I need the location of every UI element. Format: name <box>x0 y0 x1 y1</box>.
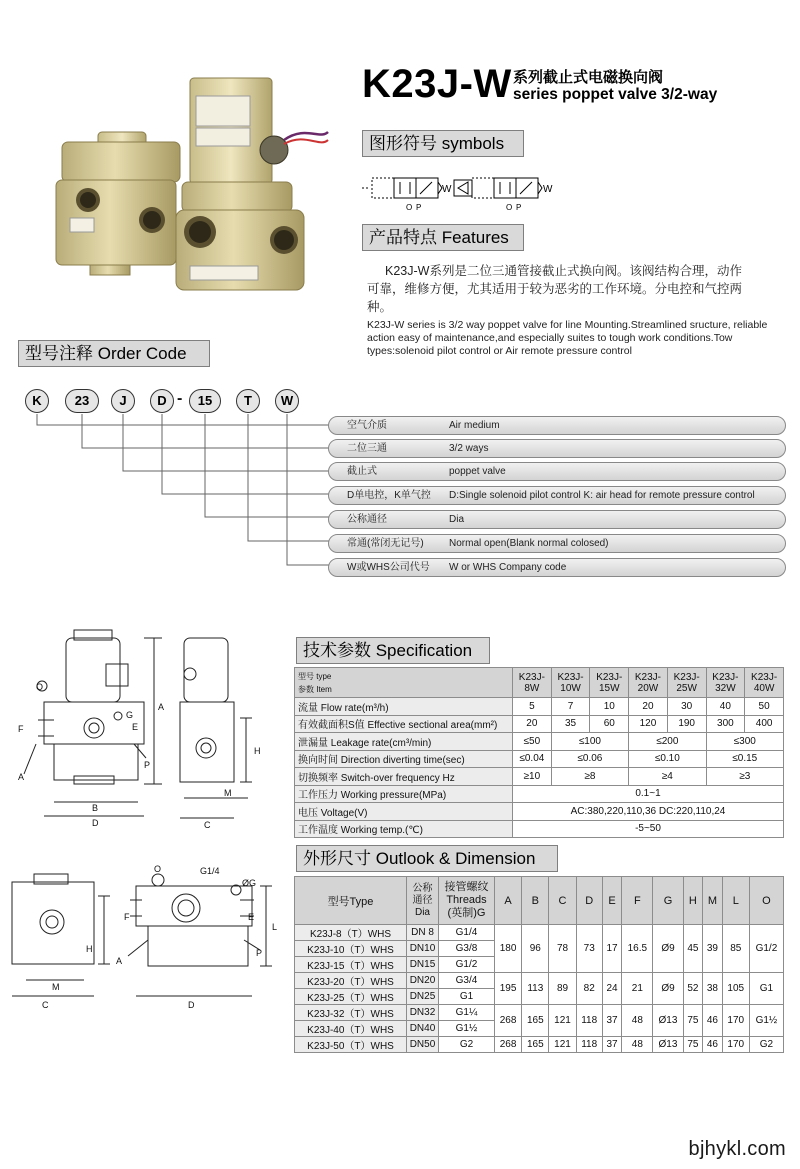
spec-header-corner <box>295 668 513 698</box>
dim-header-c: C <box>549 877 576 925</box>
drawing1-label-o: O <box>36 682 44 692</box>
spec-area-label: 有效截面积S值 Effective sectional area(mm²) <box>295 715 513 733</box>
dim-type: K23J-10（T）WHS <box>295 941 407 957</box>
dim-header-b: B <box>522 877 549 925</box>
order-code-dash: - <box>177 390 183 407</box>
dim-dia: DN 8 <box>407 925 439 941</box>
dim-value: 48 <box>622 1037 653 1053</box>
dim-dia: DN15 <box>407 957 439 973</box>
drawing1-label-p: P <box>144 760 151 770</box>
dim-header-threads: 接管螺纹 Threads (英制)G <box>439 877 495 925</box>
drawing1-label-e: E <box>132 722 139 732</box>
drawing2-label-m: M <box>52 982 60 992</box>
drawing2-label-e: E <box>248 912 255 922</box>
dim-header-g: G <box>653 877 683 925</box>
dim-type: K23J-32（T）WHS <box>295 1005 407 1021</box>
dim-thread: G3/8 <box>439 941 495 957</box>
specification-table <box>294 667 784 838</box>
dim-header-row <box>295 877 784 925</box>
dim-value: 165 <box>522 1005 549 1037</box>
dim-value: 78 <box>549 925 576 973</box>
dim-header-d: D <box>576 877 602 925</box>
drawing2-label-d: D <box>188 1000 195 1010</box>
spec-cell: ≤0.06 <box>551 750 628 768</box>
drawing2-label-h: H <box>86 944 93 954</box>
order-code-row-1 <box>328 416 786 435</box>
spec-cell: 50 <box>745 698 784 716</box>
dim-value: 37 <box>602 1037 622 1053</box>
spec-cell: 10 <box>590 698 629 716</box>
dim-header-h: H <box>683 877 703 925</box>
dim-value: 39 <box>703 925 723 973</box>
dim-value: 46 <box>703 1005 723 1037</box>
dim-header-m: M <box>703 877 723 925</box>
section-heading-order-code: 型号注释 Order Code <box>18 340 210 367</box>
order-code-row-6-cn: 常通(常闭无记号) <box>347 538 424 549</box>
spec-freq-label: 切换频率 Switch-over frequency Hz <box>295 768 513 786</box>
dim-thread: G1½ <box>439 1021 495 1037</box>
drawing2-label-f: F <box>124 912 130 922</box>
spec-cell: 7 <box>551 698 590 716</box>
product-photo <box>40 70 330 300</box>
spec-cell: 5 <box>513 698 552 716</box>
spec-cell: ≤50 <box>513 733 552 751</box>
order-code-row-1-cn: 空气介质 <box>347 420 387 431</box>
order-code-row-3-en: poppet valve <box>449 466 506 477</box>
dim-header-o: O <box>749 877 783 925</box>
drawing1-label-b: B <box>92 803 99 813</box>
dim-value: 52 <box>683 973 703 1005</box>
dim-value: 75 <box>683 1005 703 1037</box>
spec-model-25w: K23J- 25W <box>667 668 706 698</box>
symbol1-port-o: O <box>406 203 413 212</box>
dim-value: Ø9 <box>653 973 683 1005</box>
spec-cell: ≥3 <box>706 768 783 786</box>
spec-cell: ≤200 <box>629 733 706 751</box>
drawing2-label-o: O <box>154 864 162 874</box>
spec-cell: 190 <box>667 715 706 733</box>
spec-model-15w: K23J- 15W <box>590 668 629 698</box>
symbol2-port-p: P <box>516 203 522 212</box>
spec-cell: 20 <box>629 698 668 716</box>
order-code-row-4-en: D:Single solenoid pilot control K: air head for remote pressure control <box>449 490 755 501</box>
order-code-part-15: 15 <box>189 389 221 413</box>
spec-model-10w: K23J- 10W <box>551 668 590 698</box>
order-code-row-4-cn: D单电控，K单气控 <box>347 490 431 501</box>
spec-leak-label: 泄漏量 Leakage rate(cm³/min) <box>295 733 513 751</box>
dim-value: 118 <box>576 1037 602 1053</box>
dim-header-f: F <box>622 877 653 925</box>
spec-row-voltage <box>295 803 784 821</box>
dim-value: 170 <box>722 1005 749 1037</box>
dim-value: 73 <box>576 925 602 973</box>
order-code-part-t: T <box>236 389 260 413</box>
spec-cell: 400 <box>745 715 784 733</box>
dim-type: K23J-8（T）WHS <box>295 925 407 941</box>
dim-value: 268 <box>495 1005 522 1037</box>
dim-thread: G3/4 <box>439 973 495 989</box>
drawing1-label-g: G <box>126 710 134 720</box>
dim-value: 85 <box>722 925 749 973</box>
spec-row-area <box>295 715 784 733</box>
drawing1-label-f: F <box>18 724 24 734</box>
spec-cell: 0.1~1 <box>513 785 784 803</box>
spec-cell: AC:380,220,110,36 DC:220,110,24 <box>513 803 784 821</box>
order-code-row-3 <box>328 462 786 481</box>
spec-model-20w: K23J- 20W <box>629 668 668 698</box>
dim-dia: DN32 <box>407 1005 439 1021</box>
order-code-row-5 <box>328 510 786 529</box>
spec-row-flow <box>295 698 784 716</box>
dim-value: 37 <box>602 1005 622 1037</box>
dim-value: 75 <box>683 1037 703 1053</box>
spec-cell: ≤0.10 <box>629 750 706 768</box>
dim-header-e: E <box>602 877 622 925</box>
drawing1-label-c: C <box>204 820 211 830</box>
dim-value: Ø13 <box>653 1037 683 1053</box>
dim-value: 24 <box>602 973 622 1005</box>
dimension-table <box>294 876 784 1053</box>
dim-type: K23J-15（T）WHS <box>295 957 407 973</box>
order-code-row-7 <box>328 558 786 577</box>
dim-value: G1 <box>749 973 783 1005</box>
spec-type-label: 型号 type <box>298 671 332 681</box>
dim-row <box>295 1005 784 1021</box>
product-model-title: K23J-W <box>362 62 512 106</box>
order-code-row-7-cn: W或WHS公司代号 <box>347 562 430 573</box>
symbol1-port-p: P <box>416 203 422 212</box>
order-code-row-6 <box>328 534 786 553</box>
dim-header-a: A <box>495 877 522 925</box>
valve-symbols-diagram <box>362 170 562 216</box>
dim-value: 45 <box>683 925 703 973</box>
dim-type: K23J-20（T）WHS <box>295 973 407 989</box>
dim-type: K23J-40（T）WHS <box>295 1021 407 1037</box>
order-code-row-2-cn: 二位三通 <box>347 443 387 454</box>
spec-header-row <box>295 668 784 698</box>
dim-dia: DN10 <box>407 941 439 957</box>
spec-cell: 20 <box>513 715 552 733</box>
dim-value: Ø9 <box>653 925 683 973</box>
features-text-cn: K23J-W系列是二位三通管接截止式换向阀。该阀结构合理，动作可靠，维修方便，尤其适用于较为恶劣的工作环境。分电控和气控两种。 <box>367 264 743 314</box>
spec-row-temp <box>295 820 784 838</box>
section-heading-symbols: 图形符号 symbols <box>362 130 524 157</box>
site-watermark: bjhykl.com <box>688 1138 786 1160</box>
symbol1-port-w: W <box>442 184 452 195</box>
drawing2-label-c: C <box>42 1000 49 1010</box>
dim-value: 82 <box>576 973 602 1005</box>
dim-value: 89 <box>549 973 576 1005</box>
dim-thread: G1/4 <box>439 925 495 941</box>
spec-item-label: 参数 Item <box>298 684 332 694</box>
product-series-title-cn: 系列截止式电磁换向阀 <box>513 69 664 86</box>
dim-row <box>295 1037 784 1053</box>
drawing2-label-l: L <box>272 922 278 932</box>
spec-cell: ≤300 <box>706 733 783 751</box>
spec-cell: ≥4 <box>629 768 706 786</box>
section-heading-features: 产品特点 Features <box>362 224 524 251</box>
spec-cell: ≤0.15 <box>706 750 783 768</box>
spec-row-time <box>295 750 784 768</box>
drawing1-label-a-port: A <box>18 772 25 782</box>
dim-value: 21 <box>622 973 653 1005</box>
dim-thread: G1¼ <box>439 1005 495 1021</box>
drawing1-label-m: M <box>224 788 232 798</box>
order-code-part-w: W <box>275 389 299 413</box>
spec-cell: 40 <box>706 698 745 716</box>
dim-value: 46 <box>703 1037 723 1053</box>
spec-press-label: 工作压力 Working pressure(MPa) <box>295 785 513 803</box>
spec-cell: 60 <box>590 715 629 733</box>
order-code-part-k: K <box>25 389 49 413</box>
dim-value: G1/2 <box>749 925 783 973</box>
dim-dia: DN20 <box>407 973 439 989</box>
dim-value: 118 <box>576 1005 602 1037</box>
technical-drawing-air-pilot <box>4 860 289 1030</box>
dim-value: Ø13 <box>653 1005 683 1037</box>
order-code-part-j: J <box>111 389 135 413</box>
spec-row-pressure <box>295 785 784 803</box>
dim-value: 121 <box>549 1037 576 1053</box>
drawing2-label-og: ØG <box>242 878 257 888</box>
dim-type: K23J-50（T）WHS <box>295 1037 407 1053</box>
drawing2-label-g14: G1/4 <box>200 866 220 876</box>
order-code-row-6-en: Normal open(Blank normal colosed) <box>449 538 609 549</box>
drawing1-label-h: H <box>254 746 261 756</box>
dim-value: 195 <box>495 973 522 1005</box>
dim-header-dia: 公称 通径 Dia <box>407 877 439 925</box>
spec-volt-label: 电压 Voltage(V) <box>295 803 513 821</box>
dim-thread: G2 <box>439 1037 495 1053</box>
features-text-en: K23J-W series is 3/2 way poppet valve for line Mounting.Streamlined sructure, reliable action easy of maintenance,and especially suites to tough work conditions.Tow types:solenoid pilot control or Air remote pressure control <box>367 319 768 357</box>
drawing2-label-a: A <box>116 956 123 966</box>
dim-value: 170 <box>722 1037 749 1053</box>
order-code-part-d: D <box>150 389 174 413</box>
spec-cell: ≥8 <box>551 768 628 786</box>
spec-row-leakage <box>295 733 784 751</box>
order-code-row-1-en: Air medium <box>449 420 500 431</box>
spec-time-label: 换向时间 Direction diverting time(sec) <box>295 750 513 768</box>
dim-dia: DN40 <box>407 1021 439 1037</box>
dim-value: 16.5 <box>622 925 653 973</box>
spec-cell: -5~50 <box>513 820 784 838</box>
dim-thread: G1/2 <box>439 957 495 973</box>
spec-model-40w: K23J- 40W <box>745 668 784 698</box>
section-heading-dimension: 外形尺寸 Outlook & Dimension <box>296 845 558 872</box>
dim-type: K23J-25（T）WHS <box>295 989 407 1005</box>
symbol2-port-o: O <box>506 203 513 212</box>
dim-value: 38 <box>703 973 723 1005</box>
order-code-part-23: 23 <box>65 389 99 413</box>
dim-value: 268 <box>495 1037 522 1053</box>
dim-value: 165 <box>522 1037 549 1053</box>
dim-value: G1½ <box>749 1005 783 1037</box>
dim-row <box>295 925 784 941</box>
dim-value: G2 <box>749 1037 783 1053</box>
order-code-row-7-en: W or WHS Company code <box>449 562 567 573</box>
spec-model-8w: K23J- 8W <box>513 668 552 698</box>
spec-row-frequency <box>295 768 784 786</box>
dim-header-l: L <box>722 877 749 925</box>
order-code-row-2-en: 3/2 ways <box>449 443 489 454</box>
dim-value: 17 <box>602 925 622 973</box>
symbol2-port-w: W <box>543 184 553 195</box>
product-series-title-en: series poppet valve 3/2-way <box>513 86 718 103</box>
dim-row <box>295 973 784 989</box>
dim-value: 113 <box>522 973 549 1005</box>
spec-cell: 120 <box>629 715 668 733</box>
drawing1-label-d: D <box>92 818 99 828</box>
spec-cell: ≥10 <box>513 768 552 786</box>
order-code-row-3-cn: 截止式 <box>347 466 377 477</box>
spec-model-32w: K23J- 32W <box>706 668 745 698</box>
dim-value: 180 <box>495 925 522 973</box>
order-code-row-4 <box>328 486 786 505</box>
drawing1-label-a: A <box>158 702 165 712</box>
dim-value: 121 <box>549 1005 576 1037</box>
dim-value: 48 <box>622 1005 653 1037</box>
dim-value: 96 <box>522 925 549 973</box>
order-code-row-5-en: Dia <box>449 514 465 525</box>
spec-temp-label: 工作温度 Working temp.(℃) <box>295 820 513 838</box>
dim-dia: DN50 <box>407 1037 439 1053</box>
dim-dia: DN25 <box>407 989 439 1005</box>
order-code-row-5-cn: 公称通径 <box>347 514 387 525</box>
spec-cell: ≤0.04 <box>513 750 552 768</box>
dim-thread: G1 <box>439 989 495 1005</box>
spec-flow-label: 流量 Flow rate(m³/h) <box>295 698 513 716</box>
dim-header-type: 型号Type <box>295 877 407 925</box>
section-heading-specification: 技术参数 Specification <box>296 637 490 664</box>
spec-cell: 30 <box>667 698 706 716</box>
order-code-row-2 <box>328 439 786 458</box>
dim-value: 105 <box>722 973 749 1005</box>
order-code-connector-lines <box>0 410 340 580</box>
spec-cell: 35 <box>551 715 590 733</box>
spec-cell: 300 <box>706 715 745 733</box>
spec-cell: ≤100 <box>551 733 628 751</box>
drawing2-label-p: P <box>256 948 263 958</box>
technical-drawing-solenoid <box>14 626 289 836</box>
